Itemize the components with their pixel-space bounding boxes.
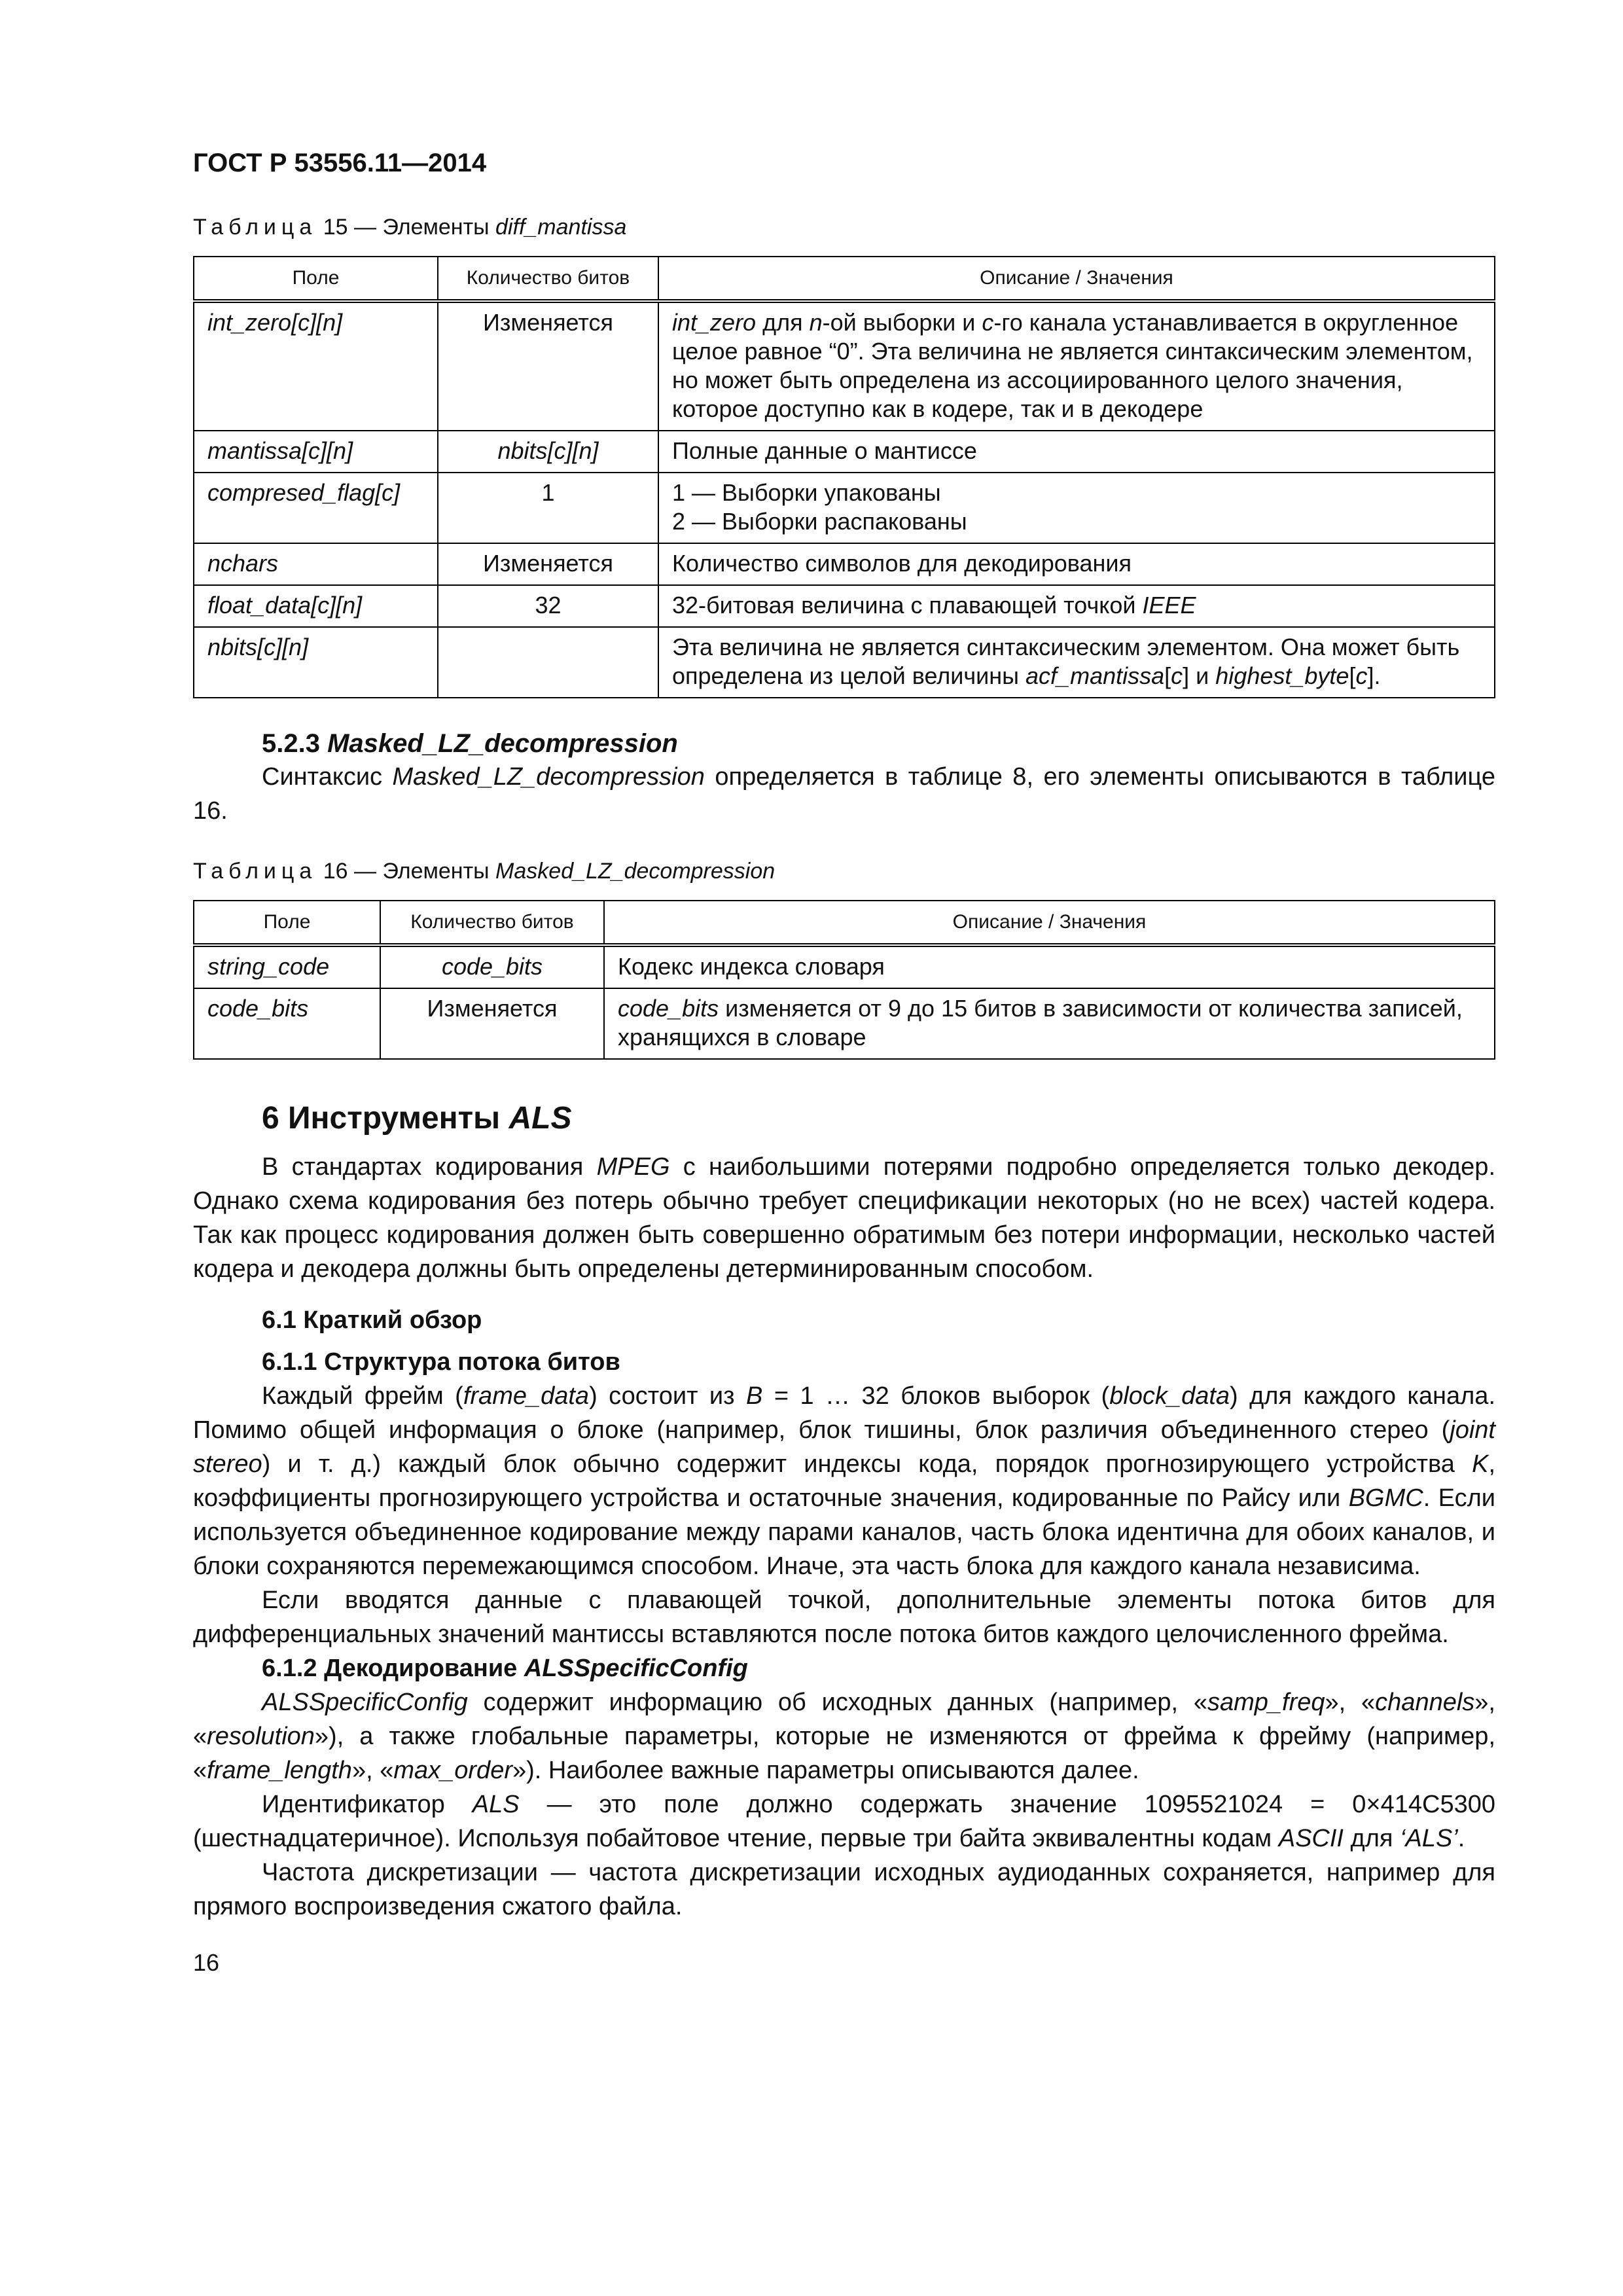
table15-caption-name: diff_mantissa bbox=[495, 215, 627, 240]
table16-caption-label: Таблица bbox=[193, 859, 317, 884]
table16-caption-text: 16 — Элементы bbox=[317, 859, 496, 884]
description-cell: Полные данные о мантиссе bbox=[658, 431, 1495, 473]
description-cell: code_bits изменяется от 9 до 15 битов в зависимости от количества записей, хранящихся в словаре bbox=[604, 988, 1495, 1059]
page-number: 16 bbox=[193, 1949, 220, 1976]
bits-cell: Изменяется bbox=[380, 988, 604, 1059]
table15-header-desc: Описание / Значения bbox=[658, 257, 1495, 301]
section-612-paragraph-3: Частота дискретизации — частота дискретизации исходных аудиоданных сохраняется, например для прямого воспроизведения сжатого файла. bbox=[193, 1859, 1495, 1920]
table15 bbox=[193, 256, 1495, 698]
bits-cell: nbits[c][n] bbox=[438, 431, 658, 473]
description-cell: Кодекс индекса словаря bbox=[604, 945, 1495, 988]
table15-caption-label: Таблица bbox=[193, 215, 317, 240]
table-row bbox=[194, 543, 1495, 585]
table16-header-bits: Количество битов bbox=[380, 901, 604, 945]
section-61-heading: 6.1 Краткий обзор bbox=[262, 1306, 482, 1334]
table16-header-desc: Описание / Значения bbox=[604, 901, 1495, 945]
table16 bbox=[193, 900, 1495, 1060]
field-cell: mantissa[c][n] bbox=[194, 431, 438, 473]
table15-caption-text: 15 — Элементы bbox=[317, 215, 496, 240]
bits-cell: 1 bbox=[438, 473, 658, 543]
table16-caption bbox=[193, 858, 1495, 884]
section-523-number: 5.2.3 bbox=[262, 729, 328, 758]
section-523-text: Синтаксис Masked_LZ_decompression определяется в таблице 8, его элементы описываются в таблице 16. bbox=[193, 763, 1495, 825]
table-row bbox=[194, 988, 1495, 1059]
table15-header-bits: Количество битов bbox=[438, 257, 658, 301]
section-611-paragraph-2: Если вводятся данные с плавающей точкой, дополнительные элементы потока битов для дифференциальных значений мантиссы вставляются после потока битов каждого целочисленного фрейма. bbox=[193, 1587, 1495, 1648]
table16-header-field: Поле bbox=[194, 901, 380, 945]
section-612-paragraph-2: Идентификатор ALS — это поле должно содержать значение 1095521024 = 0×414C5300 (шестнадцатеричное). Используя побайтовое чтение, первые три байта эквивалентны кодам ASCII для ‘ALS’. bbox=[193, 1791, 1495, 1852]
bits-cell: code_bits bbox=[380, 945, 604, 988]
bits-cell: 32 bbox=[438, 585, 658, 627]
bits-cell: Изменяется bbox=[438, 543, 658, 585]
description-cell: 1 — Выборки упакованы 2 — Выборки распакованы bbox=[658, 473, 1495, 543]
table15-header-field: Поле bbox=[194, 257, 438, 301]
field-cell: nchars bbox=[194, 543, 438, 585]
table-row bbox=[194, 627, 1495, 698]
description-cell: int_zero для n-ой выборки и c-го канала устанавливается в округленное целое равное “0”. Эта величина не является синтаксическим элементом, но может быть определена из ассоциированного целого значения, которое доступно как в кодере, так и в декодере bbox=[658, 301, 1495, 431]
section-611-heading: 6.1.1 Структура потока битов bbox=[262, 1348, 620, 1376]
table-row bbox=[194, 945, 1495, 988]
document-header: ГОСТ Р 53556.11—2014 bbox=[193, 149, 487, 177]
table-row bbox=[194, 431, 1495, 473]
field-cell: string_code bbox=[194, 945, 380, 988]
field-cell: code_bits bbox=[194, 988, 380, 1059]
description-cell: Эта величина не является синтаксическим элементом. Она может быть определена из целой величины acf_mantissa[c] и highest_byte[c]. bbox=[658, 627, 1495, 698]
section-611-paragraph-1: Каждый фрейм (frame_data) состоит из B = 1 … 32 блоков выборок (block_data) для каждого канала. Помимо общей информация о блоке (например, блок тишины, блок различия объединенного стерео (joint stereo) и т. д.) каждый блок обычно содержит индексы кода, порядок прогнозирующего устройства K, коэффициенты прогнозирующего устройства и остаточные значения, кодированные по Райсу или BGMC. Если используется объединенное кодирование между парами каналов, часть блока идентична для обоих каналов, и блоки сохраняются перемежающимся способом. Иначе, эта часть блока для каждого канала независима. bbox=[193, 1382, 1496, 1580]
table-row bbox=[194, 473, 1495, 543]
description-cell: Количество символов для декодирования bbox=[658, 543, 1495, 585]
table-row bbox=[194, 301, 1495, 431]
description-cell: 32-битовая величина с плавающей точкой IEEE bbox=[658, 585, 1495, 627]
section-523-heading bbox=[193, 727, 1495, 760]
bits-cell: Изменяется bbox=[438, 301, 658, 431]
section-612-heading: 6.1.2 Декодирование ALSSpecificConfig bbox=[262, 1655, 748, 1682]
bits-cell bbox=[438, 627, 658, 698]
section-6-text: В стандартах кодирования MPEG с наибольшими потерями подробно определяется только декодер. Однако схема кодирования без потерь обычно требует спецификации некоторых (но не всех) частей кодера. Так как процесс кодирования должен быть совершенно обратимым без потери информации, несколько частей кодера и декодера должны быть определены детерминированным способом. bbox=[193, 1153, 1495, 1283]
table15-caption bbox=[193, 214, 1495, 240]
table-row bbox=[194, 585, 1495, 627]
field-cell: float_data[c][n] bbox=[194, 585, 438, 627]
table16-caption-name: Masked_LZ_decompression bbox=[495, 859, 776, 884]
section-6-heading: 6 Инструменты ALS bbox=[262, 1101, 572, 1136]
field-cell: compresed_flag[c] bbox=[194, 473, 438, 543]
document-page bbox=[193, 147, 1495, 1977]
field-cell: nbits[c][n] bbox=[194, 627, 438, 698]
field-cell: int_zero[c][n] bbox=[194, 301, 438, 431]
section-523-title: Masked_LZ_decompression bbox=[327, 729, 678, 758]
section-612-paragraph-1: ALSSpecificConfig содержит информацию об исходных данных (например, «samp_freq», «channels», «resolution»), а также глобальные параметры, которые не изменяются от фрейма к фрейму (например, «frame_length», «max_order»). Наиболее важные параметры описываются далее. bbox=[193, 1689, 1495, 1784]
